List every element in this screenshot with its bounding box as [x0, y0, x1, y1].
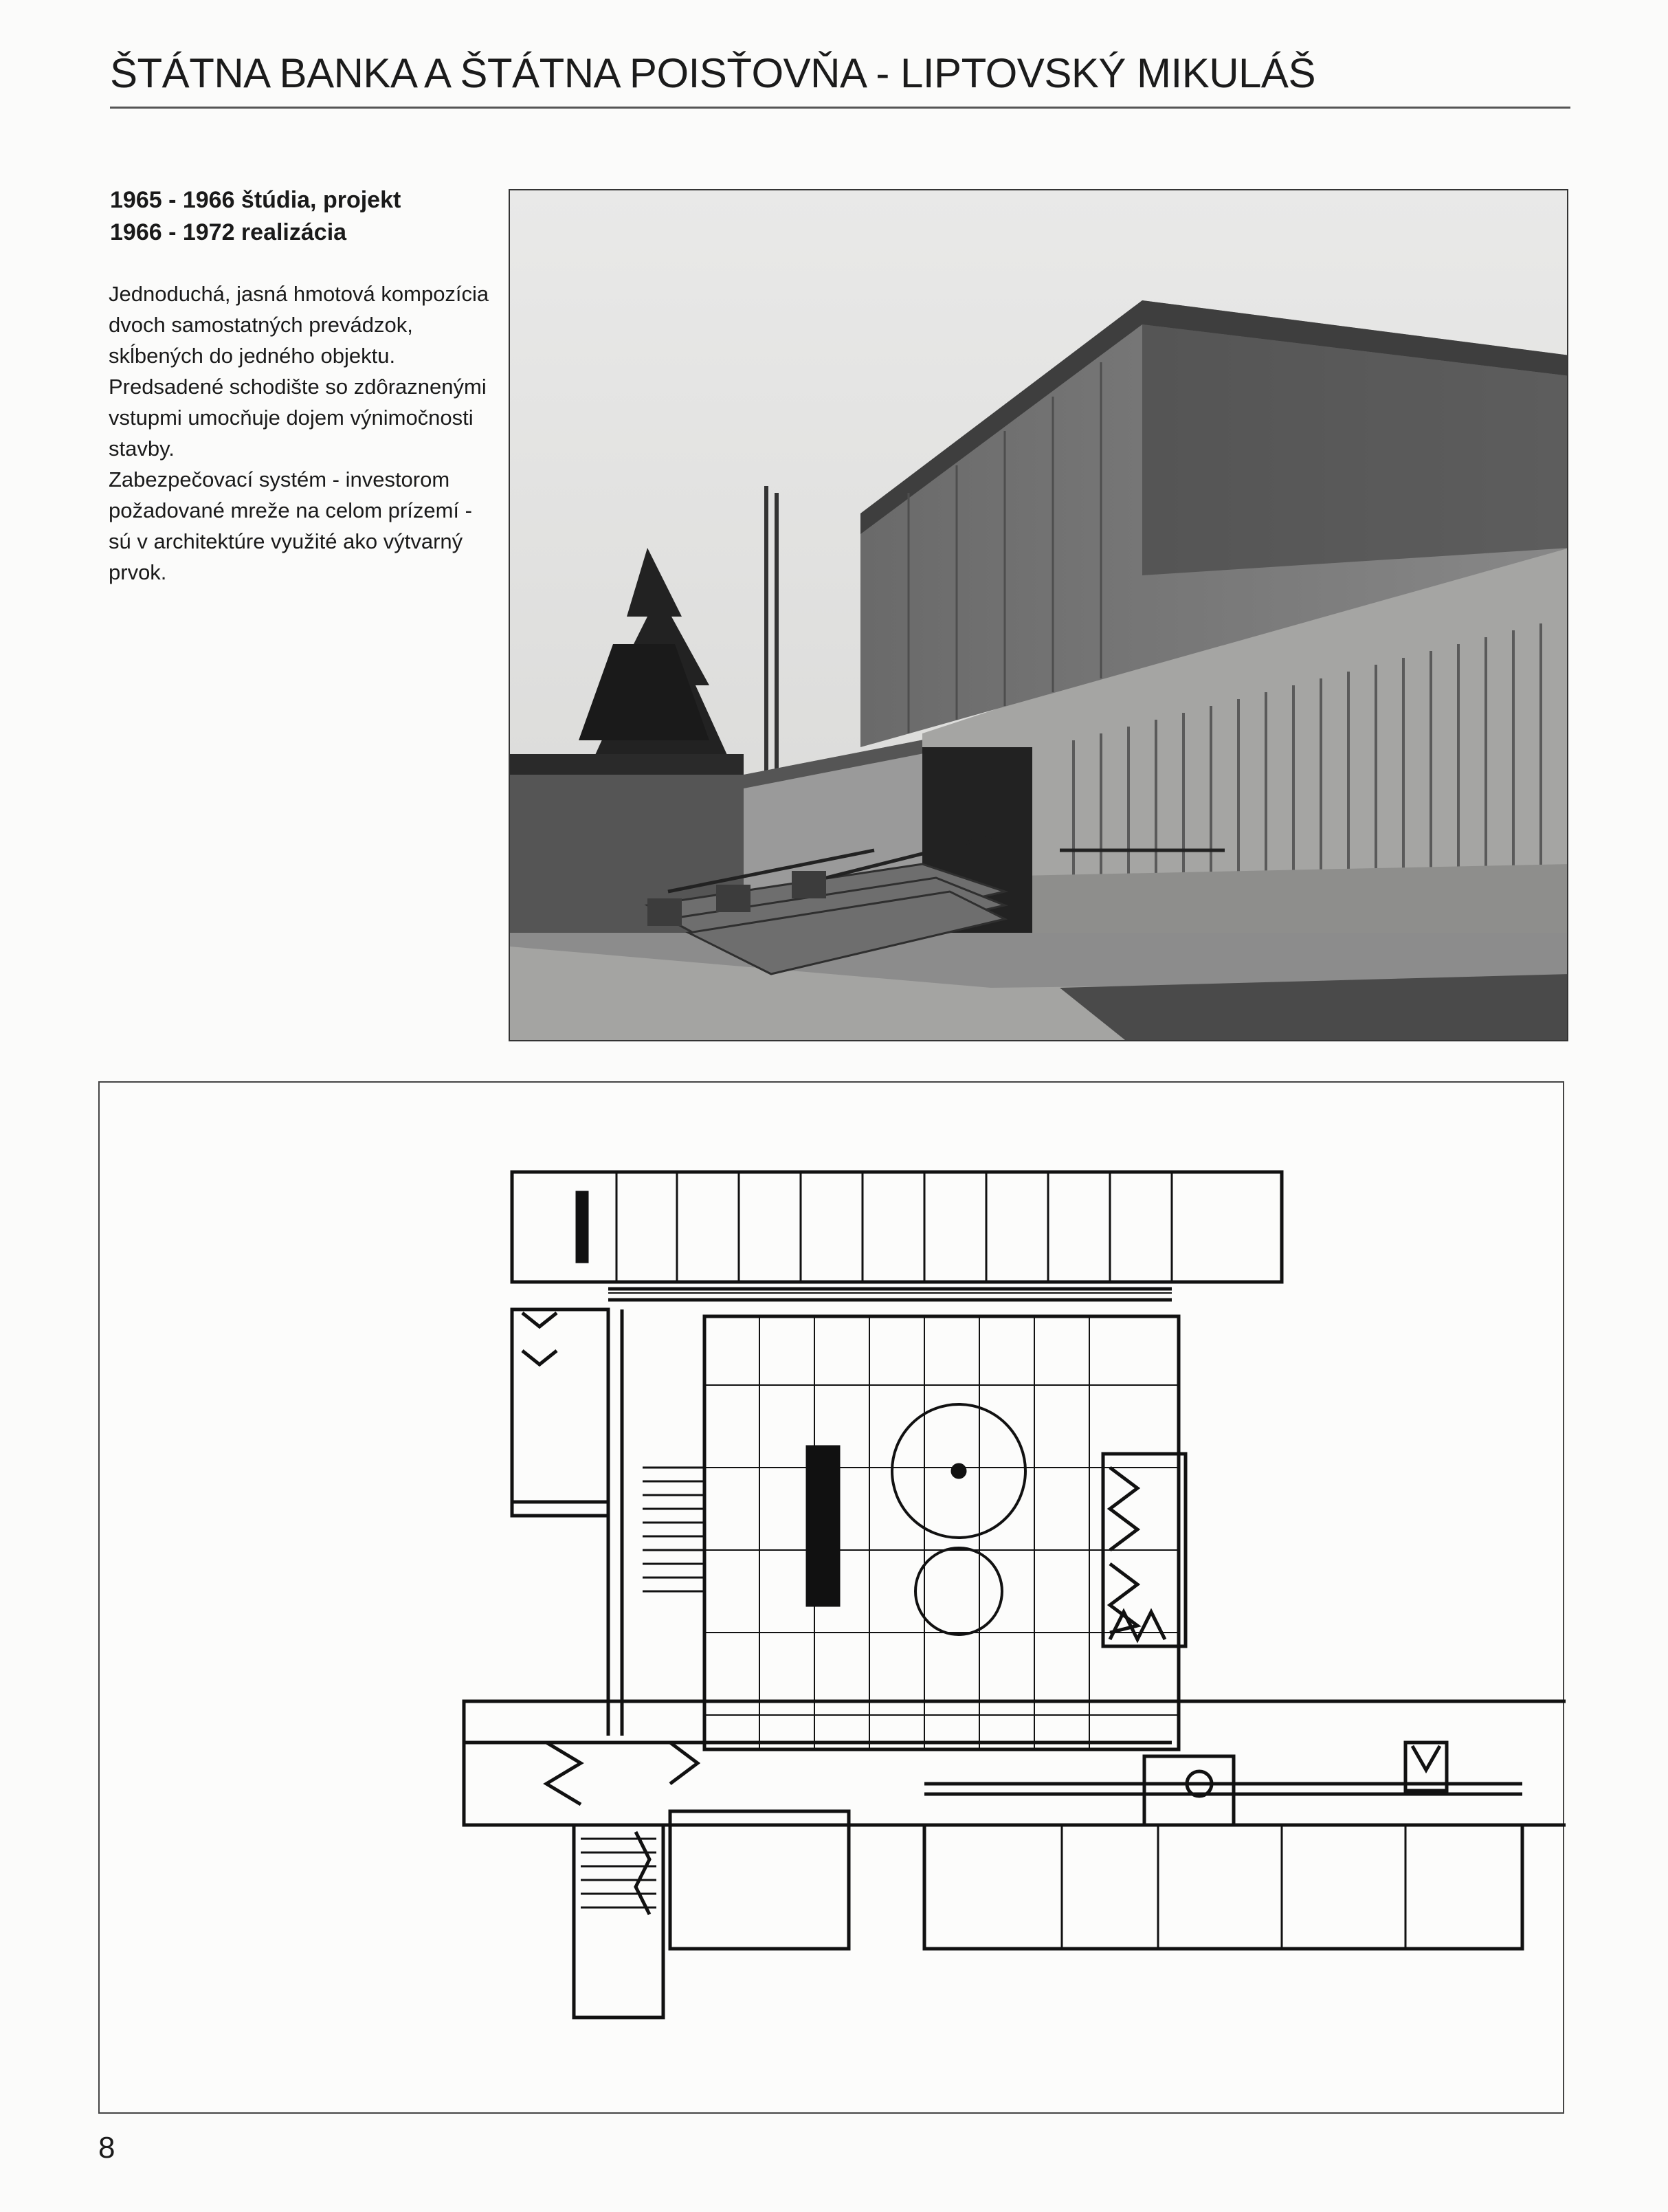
dates-block: [110, 184, 401, 249]
description-paragraph: Zabezpečovací systém - investorom požadované mreže na celom prízemí - sú v architektúre využité ako výtvarný prvok.: [109, 467, 472, 584]
page-title: ŠTÁTNA BANKA A ŠTÁTNA POISŤOVŇA - LIPTOVSKÝ MIKULÁŠ: [110, 50, 1315, 96]
page-number: 8: [98, 2131, 115, 2165]
floor-plan: [98, 1081, 1564, 2114]
building-photo: [509, 189, 1568, 1041]
date-realization: 1966 - 1972 realizácia: [110, 219, 347, 245]
description-paragraph: Predsadené schodište so zdôraznenými vstupmi umocňuje dojem výnimočnosti stavby.: [109, 375, 487, 461]
title-underline: [110, 107, 1570, 109]
description-paragraph: Jednoduchá, jasná hmotová kompozícia dvoch samostatných prevádzok, skĺbených do jedného objektu.: [109, 282, 489, 368]
description: [109, 278, 493, 588]
date-study: 1965 - 1966 štúdia, projekt: [110, 187, 401, 213]
